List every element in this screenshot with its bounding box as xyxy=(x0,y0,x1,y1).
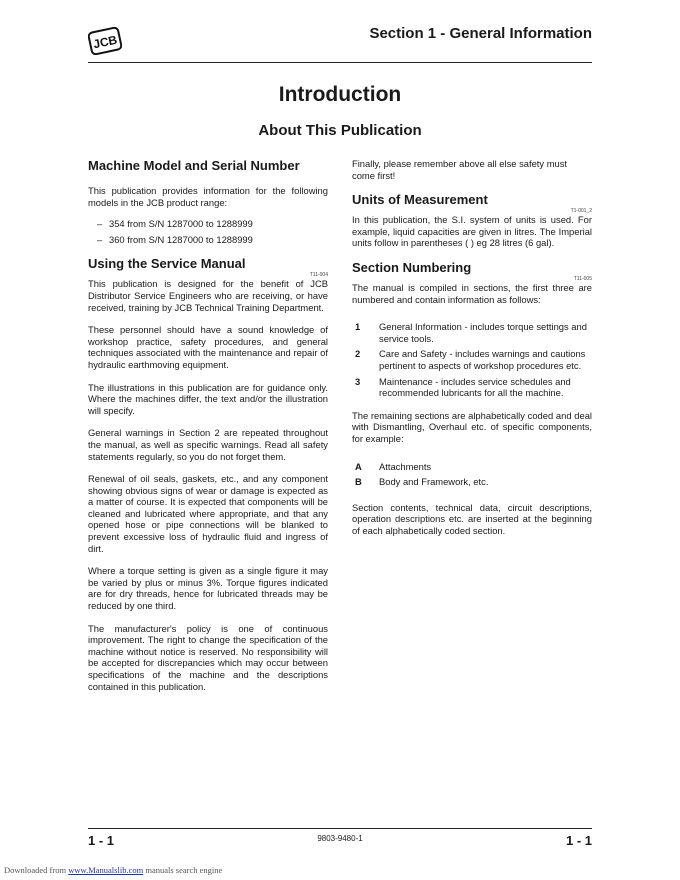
model-item: – 360 from S/N 1287000 to 1288999 xyxy=(88,234,328,246)
manualslib-link[interactable]: www.Manualslib.com xyxy=(68,865,144,875)
remaining-text: The remaining sections are alphabetically coded and deal with Dismantling, Overhaul etc. of specific components, for example: xyxy=(352,409,592,444)
jcb-logo xyxy=(88,27,122,55)
numbering-heading: Section Numbering xyxy=(352,259,472,275)
using-paragraph-3: The illustrations in this publication are for guidance only. Where the machines differ, the text and/or the illustration will specify. xyxy=(88,381,328,416)
left-column xyxy=(88,158,328,692)
document-number: 9803-9480-1 xyxy=(317,834,363,843)
header-rule xyxy=(88,62,592,63)
model-intro: This publication provides information for the following models in the JCB product range: xyxy=(88,185,328,208)
coded-section-item xyxy=(352,461,592,473)
units-ref: T1-001_2 xyxy=(570,208,592,215)
using-paragraph-7: The manufacturer's policy is one of continuous improvement. The right to change the specification of the machine without notice is reserved. No responsibility will be accepted for discrepancies which may occur between specifications of the machine and the descriptions contained in this publication. xyxy=(88,622,328,692)
download-prefix: Downloaded from xyxy=(4,865,69,875)
numbered-section-item xyxy=(352,348,592,371)
units-text: In this publication, the S.I. system of units is used. For example, liquid capacities are given in litres. The Imperial units follow in parentheses ( ) eg 28 litres (6 gal). xyxy=(352,214,592,249)
model-heading: Machine Model and Serial Number xyxy=(88,158,300,173)
section-description: General Information - includes torque settings and service tools. xyxy=(379,321,587,344)
section-code: A xyxy=(355,460,362,472)
model-list xyxy=(88,218,328,245)
page-title: Introduction xyxy=(278,83,402,106)
section-description: Maintenance - includes service schedules and recommended lubricants for all the machine. xyxy=(379,375,571,399)
section-title: Section 1 - General Information xyxy=(369,25,592,42)
section-description: Body and Framework, etc. xyxy=(379,476,489,488)
contents-text: Section contents, technical data, circuit descriptions, operation descriptions etc. are inserted at the beginning of each alphabetically coded section. xyxy=(352,501,592,536)
numbered-section-item xyxy=(352,376,592,399)
section-description: Attachments xyxy=(379,460,432,472)
section-description: Care and Safety - includes warnings and cautions pertinent to aspects of workshop procedures etc. xyxy=(379,348,586,371)
coded-sections-list xyxy=(352,461,592,488)
download-suffix: manuals search engine xyxy=(143,865,223,875)
numbered-section-item xyxy=(352,321,592,344)
using-paragraph-6: Where a torque setting is given as a single figure it may be varied by plus or minus 3%. Torque figures indicated are for dry threads, hence for lubricated threads may be reduced by one third. xyxy=(88,565,328,612)
right-column xyxy=(352,158,592,536)
using-paragraph-2: These personnel should have a sound knowledge of workshop practice, safety procedures, and general techniques associated with the maintenance and repair of hydraulic earthmoving equipment. xyxy=(88,324,328,370)
section-code: B xyxy=(355,476,362,488)
using-paragraph-4: General warnings in Section 2 are repeated throughout the manual, as well as specific warnings. Read all safety statements regularly, so you do not forget them. xyxy=(88,427,328,462)
numbered-sections-list xyxy=(352,321,592,399)
coded-section-item xyxy=(352,476,592,488)
download-notice xyxy=(4,865,222,875)
using-heading: Using the Service Manual xyxy=(88,256,246,272)
section-number: 1 xyxy=(355,321,361,333)
using-ref: T11-004 xyxy=(309,272,328,279)
section-number: 3 xyxy=(355,375,361,387)
using-paragraph-5: Renewal of oil seals, gaskets, etc., and any component showing obvious signs of wear or damage is expected as a matter of course. It is expected that components will be cleaned and lubricated where appropriate, and that any opened hose or pipe connections will be blanked to prevent excessive loss of hydraulic fluid and ingress of dirt. xyxy=(88,473,328,554)
numbering-intro: The manual is compiled in sections, the first three are numbered and contain information as follows: xyxy=(352,281,592,305)
page-number-left: 1 - 1 xyxy=(88,833,115,848)
footer-rule xyxy=(88,828,592,829)
units-heading: Units of Measurement xyxy=(352,192,488,208)
safety-note: Finally, please remember above all else safety must come first! xyxy=(352,158,568,181)
model-item: – 354 from S/N 1287000 to 1288999 xyxy=(88,218,328,230)
numbering-ref: T11-005 xyxy=(573,275,592,282)
jcb-logo-text: JCB xyxy=(92,32,119,52)
section-number: 2 xyxy=(355,348,361,360)
page-subtitle: About This Publication xyxy=(258,122,422,139)
page-number-right: 1 - 1 xyxy=(565,833,592,848)
using-paragraph-1: This publication is designed for the benefit of JCB Distributor Service Engineers who are receiving, or have received, training by JCB Technical Training Department. xyxy=(88,278,328,313)
